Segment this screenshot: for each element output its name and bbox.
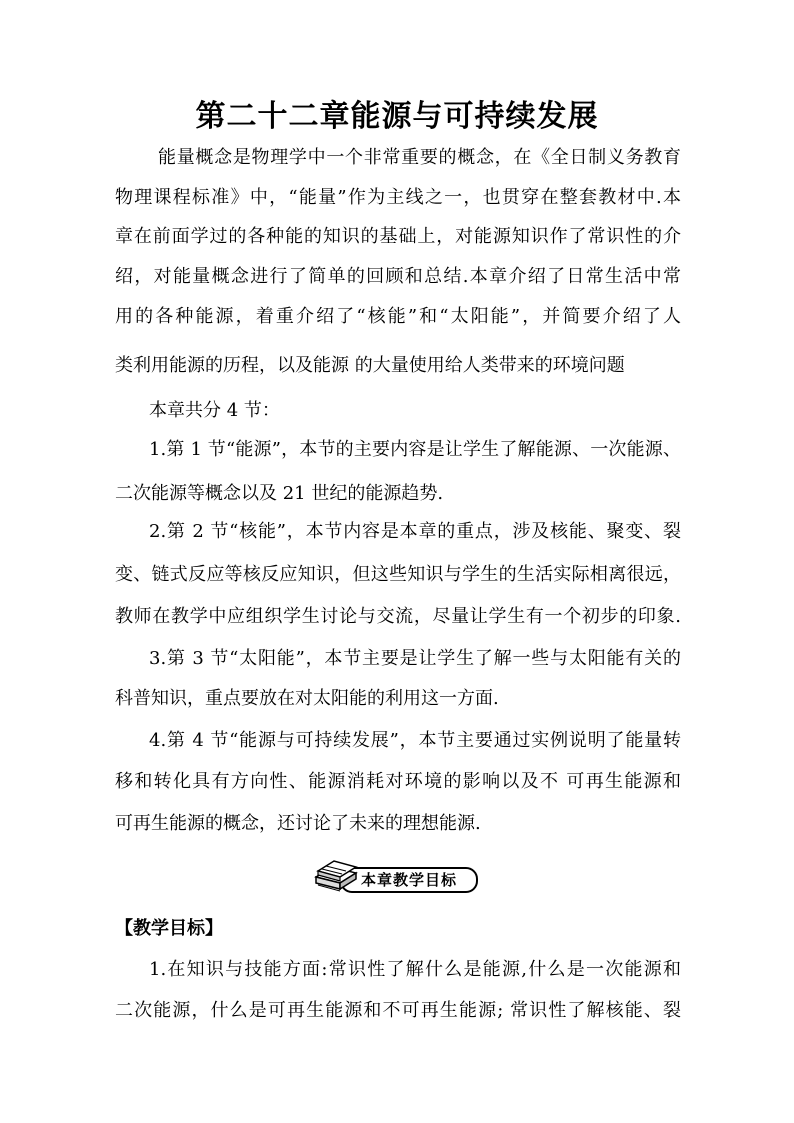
objective-1-line: 1.在知识与技能方面:常识性了解什么是能源,什么是一次能源和 [149, 959, 681, 980]
objective-1-line: 二次能源，什么是可再生能源和不可再生能源; 常识性了解核能、裂 [115, 1000, 681, 1021]
item-4-line: 可再生能源的概念，还讨论了未来的理想能源. [115, 813, 481, 834]
intro-line: 绍，对能量概念进行了简单的回顾和总结.本章介绍了日常生活中常 [115, 266, 681, 287]
item-1-line: 二次能源等概念以及 21 世纪的能源趋势. [115, 483, 444, 504]
item-2-line: 变、链式反应等核反应知识，但这些知识与学生的生活实际相离很远， [115, 564, 681, 585]
intro-line: 物理课程标准》中，“能量”作为主线之一，也贯穿在整套教材中.本 [115, 187, 681, 208]
badge-label: 本章教学目标 [360, 871, 457, 889]
objectives-heading: 【教学目标】 [115, 918, 223, 939]
item-3-line: 3.第 3 节“太阳能”，本节主要是让学生了解一些与太阳能有关的 [149, 648, 681, 669]
item-3-line: 科普知识，重点要放在对太阳能的利用这一方面. [115, 688, 499, 709]
item-4-line: 移和转化具有方向性、能源消耗对环境的影响以及不 可再生能源和 [115, 771, 681, 792]
intro-line: 能量概念是物理学中一个非常重要的概念，在《全日制义务教育 [158, 147, 681, 168]
item-4-line: 4.第 4 节“能源与可持续发展”，本节主要通过实例说明了能量转 [149, 730, 681, 751]
item-1-line: 1.第 1 节“能源”，本节的主要内容是让学生了解能源、一次能源、 [149, 439, 681, 460]
intro-line: 类利用能源的历程，以及能源 的大量使用给人类带来的环境问题 [115, 355, 625, 376]
sections-intro: 本章共分 4 节： [149, 400, 280, 421]
section-badge [312, 855, 478, 895]
item-2-line: 2.第 2 节“核能”，本节内容是本章的重点，涉及核能、聚变、裂 [149, 521, 681, 542]
book-stack-icon [312, 855, 362, 895]
intro-line: 用的各种能源，着重介绍了“核能”和“太阳能”，并简要介绍了人 [115, 306, 681, 327]
item-2-line: 教师在教学中应组织学生讨论与交流，尽量让学生有一个初步的印象. [115, 606, 681, 627]
chapter-title: 第二十二章能源与可持续发展 [195, 99, 599, 134]
intro-line: 章在前面学过的各种能的知识的基础上，对能源知识作了常识性的介 [115, 226, 681, 247]
